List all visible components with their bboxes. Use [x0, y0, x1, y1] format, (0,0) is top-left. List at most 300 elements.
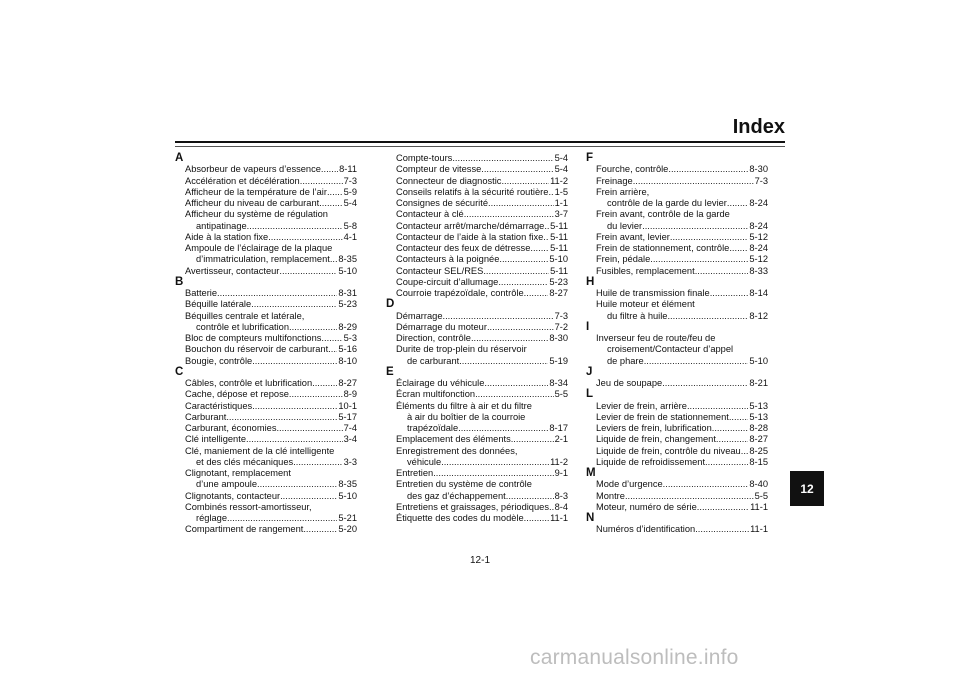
index-entry: [185, 524, 357, 535]
dot-leader: [530, 243, 549, 254]
dot-leader: [276, 423, 342, 434]
index-entry-text: Clignotants, contacteur: [185, 490, 281, 501]
index-entry: [185, 164, 357, 175]
index-page-ref: 11-1: [550, 513, 568, 523]
index-entry: [596, 434, 768, 445]
index-page-ref: 5-10: [749, 355, 768, 366]
index-page-ref: 7-4: [343, 423, 357, 433]
index-entry: [396, 176, 568, 187]
dot-leader: [716, 434, 748, 445]
dot-leader: [695, 266, 749, 277]
index-entry-text: et des clés mécaniques: [196, 456, 294, 467]
index-letter: A: [175, 152, 184, 164]
dot-leader: [670, 232, 749, 243]
index-entry: [396, 277, 568, 288]
index-page-ref: 5-5: [554, 389, 568, 400]
index-page-ref: 5-4: [554, 164, 568, 175]
index-entry: [396, 344, 568, 367]
index-entry-text: Carburant, économies: [185, 423, 277, 433]
watermark: carmanualsonline.info: [530, 646, 739, 669]
index-entry-text: Huile de transmission finale: [596, 288, 710, 298]
index-entry: [596, 176, 768, 187]
index-entry: [596, 457, 768, 468]
index-entry-text: Cache, dépose et repose: [185, 389, 289, 400]
dot-leader: [251, 299, 337, 310]
index-page-ref: 5-23: [338, 299, 357, 310]
index-entry-text: Éléments du filtre à air et du filtre: [396, 400, 532, 411]
index-entry-text: Coupe-circuit d’allumage: [396, 276, 499, 287]
index-entry-text: Levier de frein de stationnement: [596, 411, 729, 422]
dot-leader: [252, 401, 337, 412]
index-entry-text: de phare: [607, 355, 644, 366]
index-page-ref: 7-3: [754, 175, 768, 186]
index-entry: [396, 243, 568, 254]
dot-leader: [687, 401, 748, 412]
dot-leader: [501, 176, 549, 187]
index-entry-text: Moteur, numéro de série: [596, 501, 697, 512]
index-entry: [596, 446, 768, 457]
dot-leader: [625, 491, 754, 502]
dot-leader: [471, 333, 548, 344]
index-entry-text: Liquide de frein, changement: [596, 434, 716, 445]
index-entry: [396, 446, 568, 469]
index-page-ref: 7-2: [554, 321, 568, 332]
index-entry: [396, 378, 568, 389]
index-entry-text: Consignes de sécurité: [396, 198, 488, 208]
index-entry-text: Montre: [596, 490, 625, 501]
index-entry-text: Combinés ressort-amortisseur,: [185, 501, 312, 512]
index-entry: [596, 232, 768, 243]
index-column-3: [586, 153, 768, 536]
dot-leader: [464, 209, 554, 220]
index-entry-text: Contacteurs à la poignée: [396, 254, 500, 265]
index-page-ref: 11-2: [550, 175, 568, 186]
index-entry: [185, 491, 357, 502]
index-entry: [596, 333, 768, 367]
index-entry: [596, 423, 768, 434]
index-page-ref: 3-7: [554, 209, 568, 220]
index-entry-text: Bloc de compteurs multifonctions: [185, 333, 322, 343]
index-entry-text: Durite de trop-plein du réservoir: [396, 344, 527, 355]
index-entry-text: contrôle et lubrification: [196, 321, 290, 332]
index-page-ref: 5-3: [343, 333, 357, 343]
index-entry-text: du filtre à huile: [607, 310, 668, 321]
index-entry-text: Contacteur SEL/RES: [396, 265, 484, 276]
index-letter: M: [586, 467, 596, 479]
index-page-ref: 5-16: [338, 344, 357, 355]
index-page-ref: 8-9: [343, 389, 357, 400]
chapter-tab: 12: [790, 471, 824, 506]
index-page-ref: 8-30: [749, 164, 768, 175]
index-page-ref: 1-1: [554, 198, 568, 208]
index-page-ref: 5-9: [343, 186, 357, 197]
index-page-ref: 5-11: [550, 220, 568, 231]
index-page-ref: 8-24: [749, 220, 768, 231]
index-entry-text: réglage: [196, 513, 228, 523]
index-entry: [396, 311, 568, 322]
index-entry: [396, 254, 568, 265]
index-page-ref: 8-24: [749, 198, 768, 208]
index-entry-text: Conseils relatifs à la sécurité routière: [396, 186, 549, 197]
index-entry-text: Accélération et décélération: [185, 175, 300, 186]
dot-leader: [668, 164, 748, 175]
index-entry: [396, 288, 568, 299]
index-entry: [185, 389, 357, 400]
index-entry-text: Connecteur de diagnostic: [396, 175, 502, 186]
index-entry-text: Huile moteur et élément: [596, 299, 695, 310]
index-entry-text: Contacteur arrêt/marche/démarrage: [396, 220, 545, 231]
index-page-ref: 8-33: [749, 265, 768, 276]
index-entry: [596, 254, 768, 265]
dot-leader: [697, 502, 749, 513]
index-entry-text: Caractéristiques: [185, 400, 253, 411]
dot-leader: [303, 524, 337, 535]
index-page-ref: 8-15: [749, 456, 768, 467]
index-entry-text: Écran multifonction: [396, 389, 476, 400]
dot-leader: [667, 311, 748, 322]
dot-leader: [452, 153, 553, 164]
page-title: Index: [732, 116, 785, 138]
index-entry: [596, 243, 768, 254]
dot-leader: [729, 412, 749, 423]
index-entry: [396, 322, 568, 333]
index-entry-text: de carburant: [407, 355, 460, 366]
dot-leader: [312, 378, 337, 389]
index-entry: [185, 266, 357, 277]
index-entry-text: Béquilles centrale et latérale,: [185, 310, 305, 321]
index-entry: [596, 502, 768, 513]
index-entry-text: Bougie, contrôle: [185, 355, 253, 366]
index-entry-text: Enregistrement des données,: [396, 445, 518, 456]
dot-leader: [642, 221, 748, 232]
index-entry-text: Batterie: [185, 288, 218, 298]
index-entry-text: Étiquette des codes du modèle: [396, 513, 524, 523]
index-page-ref: 8-24: [749, 243, 768, 253]
index-page-ref: 7-3: [343, 175, 357, 186]
dot-leader: [498, 277, 548, 288]
index-entry-text: Contacteur des feux de détresse: [396, 243, 531, 253]
index-entry-text: d’une ampoule: [196, 479, 257, 490]
index-page-ref: 11-2: [550, 456, 568, 467]
index-entry-text: Carburant: [185, 411, 227, 422]
index-entry: [396, 513, 568, 524]
index-entry: [396, 198, 568, 209]
index-page-ref: 2-1: [554, 434, 568, 445]
index-page-ref: 8-10: [338, 355, 357, 366]
index-entry-text: Entretien du système de contrôle: [396, 479, 532, 490]
index-entry: [185, 446, 357, 469]
index-entry: [185, 176, 357, 187]
index-entry-text: Bouchon du réservoir de carburant: [185, 344, 329, 355]
dot-leader: [727, 198, 748, 209]
index-entry-text: Courroie trapézoïdale, contrôle: [396, 288, 524, 298]
dot-leader: [705, 457, 748, 468]
index-page-ref: 9-1: [554, 468, 568, 478]
dot-leader: [663, 479, 749, 490]
index-entry: [596, 491, 768, 502]
index-entry: [396, 434, 568, 445]
dot-leader: [729, 243, 748, 254]
index-letter: E: [386, 365, 394, 378]
index-entry-text: véhicule: [407, 456, 442, 467]
dot-leader: [227, 513, 337, 524]
index-entry-text: d’immatriculation, remplacement: [196, 254, 330, 265]
index-page-ref: 1-5: [554, 186, 568, 197]
index-entry: [396, 187, 568, 198]
index-page-ref: 8-3: [554, 490, 568, 501]
index-page-ref: 5-10: [338, 490, 357, 501]
dot-leader: [321, 164, 338, 175]
dot-leader: [475, 389, 554, 400]
index-page-ref: 5-17: [338, 411, 357, 422]
index-entry: [396, 401, 568, 435]
dot-leader: [741, 446, 749, 457]
index-entry-text: Leviers de frein, lubrification: [596, 423, 712, 433]
index-entry-text: Entretiens et graissages, périodiques: [396, 501, 549, 512]
index-page-ref: 8-40: [749, 479, 768, 490]
index-entry-text: Liquide de refroidissement: [596, 456, 706, 467]
index-entry-text: Frein, pédale: [596, 254, 651, 265]
index-entry-text: Freinage: [596, 175, 633, 186]
index-entry-text: Frein arrière,: [596, 186, 650, 197]
dot-leader: [330, 254, 338, 265]
dot-leader: [300, 176, 343, 187]
dot-leader: [252, 356, 337, 367]
dot-leader: [511, 434, 554, 445]
index-entry: [185, 344, 357, 355]
index-entry: [396, 468, 568, 479]
index-entry-text: Compartiment de rangement: [185, 524, 304, 535]
dot-leader: [487, 322, 554, 333]
index-entry: [596, 401, 768, 412]
index-page-ref: 5-21: [338, 513, 357, 523]
index-page-ref: 5-19: [549, 355, 568, 366]
dot-leader: [524, 513, 549, 524]
index-entry: [596, 479, 768, 490]
dot-leader: [289, 322, 337, 333]
index-entry: [396, 232, 568, 243]
index-entry-text: Contacteur à clé: [396, 209, 464, 220]
index-entry: [185, 232, 357, 243]
index-page-ref: 8-14: [749, 288, 768, 298]
index-page-ref: 8-17: [549, 423, 568, 433]
index-entry: [185, 502, 357, 525]
index-page-ref: 5-11: [550, 231, 568, 242]
dot-leader: [459, 356, 548, 367]
index-page-ref: 5-12: [749, 231, 768, 242]
index-entry: [185, 311, 357, 334]
index-page-ref: 8-35: [338, 479, 357, 490]
index-page-ref: 8-30: [549, 333, 568, 343]
index-entry-text: Contacteur de l’aide à la station fixe: [396, 231, 544, 242]
dot-leader: [633, 176, 754, 187]
index-entry: [596, 524, 768, 535]
dot-leader: [506, 491, 554, 502]
dot-leader: [481, 164, 553, 175]
index-entry-text: Éclairage du véhicule: [396, 378, 485, 388]
index-page-ref: 8-4: [554, 501, 568, 512]
index-entry: [185, 412, 357, 423]
index-letter: J: [586, 365, 593, 378]
index-entry-text: Numéros d’identification: [596, 524, 696, 535]
index-page-ref: 11-1: [750, 501, 768, 512]
index-page-ref: 3-4: [343, 434, 357, 445]
header-rule: [175, 141, 785, 143]
dot-leader: [484, 378, 548, 389]
index-entry: [185, 209, 357, 232]
index-page-ref: 8-25: [749, 445, 768, 456]
dot-leader: [217, 288, 337, 299]
index-letter: N: [586, 512, 595, 524]
index-page-ref: 5-20: [338, 524, 357, 535]
index-entry: [396, 502, 568, 513]
dot-leader: [268, 232, 342, 243]
index-entry-text: Afficheur du niveau de carburant: [185, 198, 320, 208]
index-entry: [396, 153, 568, 164]
index-page-ref: 5-5: [754, 490, 768, 501]
index-entry-text: Ampoule de l’éclairage de la plaque: [185, 243, 333, 253]
index-entry-text: contrôle de la garde du levier: [607, 198, 727, 208]
index-entry: [185, 187, 357, 198]
index-entry-text: Aide à la station fixe: [185, 231, 269, 242]
index-entry: [596, 266, 768, 277]
index-entry: [396, 164, 568, 175]
index-entry-text: Câbles, contrôle et lubrification: [185, 378, 313, 388]
dot-leader: [499, 254, 548, 265]
index-entry-text: croisement/Contacteur d’appel: [607, 344, 734, 355]
header-rule-thin: [175, 146, 785, 147]
index-entry: [396, 221, 568, 232]
index-entry: [596, 299, 768, 322]
dot-leader: [247, 221, 343, 232]
index-entry: [396, 479, 568, 502]
dot-leader: [488, 198, 554, 209]
index-letter: F: [586, 152, 594, 164]
index-entry-text: Direction, contrôle: [396, 333, 471, 343]
index-entry: [185, 198, 357, 209]
index-page-ref: 5-4: [343, 198, 357, 208]
index-letter: H: [586, 275, 595, 288]
index-entry: [185, 401, 357, 412]
index-entry-text: Compte-tours: [396, 153, 453, 163]
index-entry: [185, 423, 357, 434]
index-entry-text: trapézoïdale: [407, 423, 459, 433]
index-entry: [396, 266, 568, 277]
index-page-ref: 5-4: [554, 153, 568, 163]
index-page-ref: 8-11: [339, 164, 357, 175]
dot-leader: [321, 333, 342, 344]
page-number: 12-1: [469, 555, 490, 566]
dot-leader: [433, 468, 553, 479]
dot-leader: [710, 288, 749, 299]
index-entry: [185, 356, 357, 367]
index-entry-text: Clignotant, remplacement: [185, 468, 291, 478]
index-page-ref: 8-12: [749, 310, 768, 321]
dot-leader: [327, 187, 343, 198]
index-entry-text: à air du boîtier de la courroie: [407, 411, 526, 422]
index-entry: [185, 468, 357, 491]
index-letter: C: [175, 365, 184, 378]
index-entry: [596, 209, 768, 232]
index-entry: [596, 288, 768, 299]
index-entry-text: Béquille latérale: [185, 299, 252, 310]
dot-leader: [483, 266, 549, 277]
index-letter: D: [386, 298, 395, 311]
index-entry-text: Mode d’urgence: [596, 479, 663, 490]
index-entry-text: Jeu de soupape: [596, 378, 663, 388]
index-page-ref: 3-3: [343, 456, 357, 467]
index-entry: [185, 243, 357, 266]
index-letter: L: [586, 388, 594, 401]
index-entry-text: Afficheur de la température de l’air: [185, 186, 327, 197]
index-entry-text: Inverseur feu de route/feu de: [596, 333, 716, 343]
index-page-ref: 8-35: [338, 254, 357, 265]
dot-leader: [644, 356, 749, 367]
index-column-2: [386, 153, 568, 524]
dot-leader: [293, 457, 342, 468]
dot-leader: [695, 524, 749, 535]
index-entry-text: Avertisseur, contacteur: [185, 265, 280, 276]
index-page-ref: 8-27: [338, 378, 357, 388]
index-entry-text: Frein avant, contrôle de la garde: [596, 209, 730, 220]
index-letter: B: [175, 275, 184, 288]
index-entry: [185, 434, 357, 445]
dot-leader: [280, 491, 337, 502]
index-page-ref: 8-27: [549, 288, 568, 298]
index-entry: [596, 378, 768, 389]
index-entry-text: Compteur de vitesse: [396, 164, 482, 175]
index-entry-text: Démarrage: [396, 310, 443, 321]
index-entry-text: Frein avant, levier: [596, 231, 670, 242]
dot-leader: [257, 479, 337, 490]
index-entry-text: Clé intelligente: [185, 434, 246, 445]
dot-leader: [246, 434, 343, 445]
dot-leader: [226, 412, 337, 423]
index-entry-text: Emplacement des éléments: [396, 434, 511, 445]
index-page-ref: 5-12: [749, 254, 768, 265]
index-page-ref: 8-27: [749, 434, 768, 445]
index-entry-text: des gaz d’échappement: [407, 490, 506, 501]
index-entry: [596, 164, 768, 175]
index-entry-text: Levier de frein, arrière: [596, 400, 687, 411]
dot-leader: [441, 457, 549, 468]
dot-leader: [443, 311, 554, 322]
index-page-ref: 5-13: [749, 400, 768, 411]
index-page-ref: 8-28: [749, 423, 768, 433]
index-entry: [396, 389, 568, 400]
index-entry-text: Clé, maniement de la clé intelligente: [185, 445, 335, 456]
dot-leader: [289, 389, 343, 400]
index-page-ref: 5-13: [749, 411, 768, 422]
index-page-ref: 5-10: [549, 254, 568, 265]
index-entry-text: Démarrage du moteur: [396, 321, 487, 332]
dot-leader: [458, 423, 548, 434]
index-page-ref: 5-10: [338, 265, 357, 276]
dot-leader: [279, 266, 337, 277]
index-page-ref: 7-3: [554, 310, 568, 321]
index-entry: [185, 288, 357, 299]
index-entry-text: Absorbeur de vapeurs d’essence: [185, 164, 321, 175]
index-entry-text: antipatinage: [196, 220, 247, 231]
index-entry: [596, 187, 768, 210]
index-entry-text: Fusibles, remplacement: [596, 265, 695, 276]
dot-leader: [319, 198, 342, 209]
index-letter: I: [586, 320, 590, 333]
index-page-ref: 8-21: [749, 378, 768, 388]
index-entry: [596, 412, 768, 423]
index-page-ref: 10-1: [338, 400, 357, 411]
index-page-ref: 8-34: [549, 378, 568, 388]
